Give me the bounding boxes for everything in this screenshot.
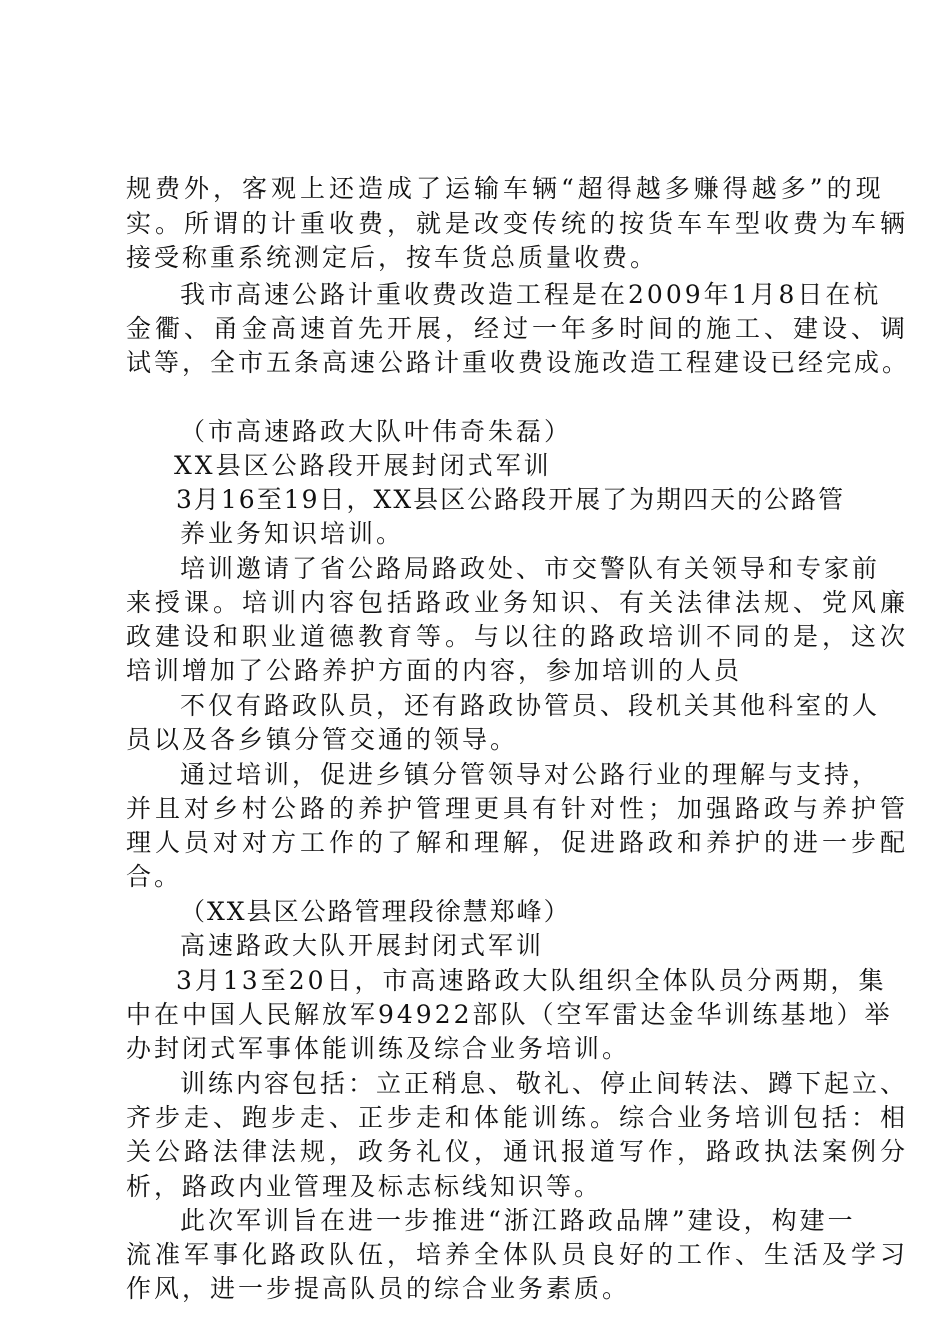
text-line: 规费外，客观上还造成了运输车辆“超得越多赚得越多”的现 xyxy=(126,174,885,203)
text-line: 来授课。培训内容包括路政业务知识、有关法律法规、党风廉 xyxy=(126,588,910,617)
text-line: 试等，全市五条高速公路计重收费设施改造工程建设已经完成。 xyxy=(126,348,911,377)
text-line: 我市高速公路计重收费改造工程是在2009年1月8日在杭 xyxy=(180,280,882,309)
text-line: 析，路政内业管理及标志标线知识等。 xyxy=(126,1172,603,1201)
section-heading: 高速路政大队开展封闭式军训 xyxy=(180,931,545,960)
text-line: 不仅有路政队员，还有路政协管员、段机关其他科室的人 xyxy=(180,691,881,720)
text-line: （XX县区公路管理段徐慧郑峰） xyxy=(180,897,571,926)
text-line: 理人员对对方工作的了解和理解，促进路政和养护的进一步配 xyxy=(126,828,910,857)
text-line: （市高速路政大队叶伟奇朱磊） xyxy=(180,417,573,446)
text-line: 合。 xyxy=(126,862,183,891)
text-line: 通过培训，促进乡镇分管领导对公路行业的理解与支持， xyxy=(180,760,881,789)
text-line: 关公路法律法规，政务礼仪，通讯报道写作，路政执法案例分 xyxy=(126,1137,910,1166)
text-line: 接受称重系统测定后，按车货总质量收费。 xyxy=(126,243,659,272)
text-line: 3月16至19日，XX县区公路段开展了为期四天的公路管 xyxy=(176,485,846,514)
text-line: 办封闭式军事体能训练及综合业务培训。 xyxy=(126,1034,631,1063)
section-heading: XX县区公路段开展封闭式军训 xyxy=(174,451,552,480)
text-line: 流准军事化路政队伍，培养全体队员良好的工作、生活及学习 xyxy=(126,1240,910,1269)
text-line: 并且对乡村公路的养护管理更具有针对性；加强路政与养护管 xyxy=(126,794,910,823)
text-line: 齐步走、跑步走、正步走和体能训练。综合业务培训包括：相 xyxy=(126,1103,910,1132)
text-line: 政建设和职业道德教育等。与以往的路政培训不同的是，这次 xyxy=(126,622,910,651)
text-line: 养业务知识培训。 xyxy=(180,519,405,548)
text-line: 3月13至20日，市高速路政大队组织全体队员分两期，集 xyxy=(176,966,887,995)
text-line: 训练内容包括：立正稍息、敬礼、停止间转法、蹲下起立、 xyxy=(180,1069,909,1098)
text-line: 中在中国人民解放军94922部队（空军雷达金华训练基地）举 xyxy=(126,1000,893,1029)
text-line: 此次军训旨在进一步推进“浙江路政品牌”建设，构建一 xyxy=(180,1206,856,1235)
text-line: 员以及各乡镇分管交通的领导。 xyxy=(126,725,519,754)
text-line: 实。所谓的计重收费，就是改变传统的按货车车型收费为车辆 xyxy=(126,209,910,238)
text-line: 金衢、甬金高速首先开展，经过一年多时间的施工、建设、调 xyxy=(126,314,910,343)
text-line: 作风，进一步提高队员的综合业务素质。 xyxy=(126,1274,631,1303)
text-line: 培训增加了公路养护方面的内容，参加培训的人员 xyxy=(126,656,743,685)
text-line: 培训邀请了省公路局路政处、市交警队有关领导和专家前 xyxy=(180,554,881,583)
